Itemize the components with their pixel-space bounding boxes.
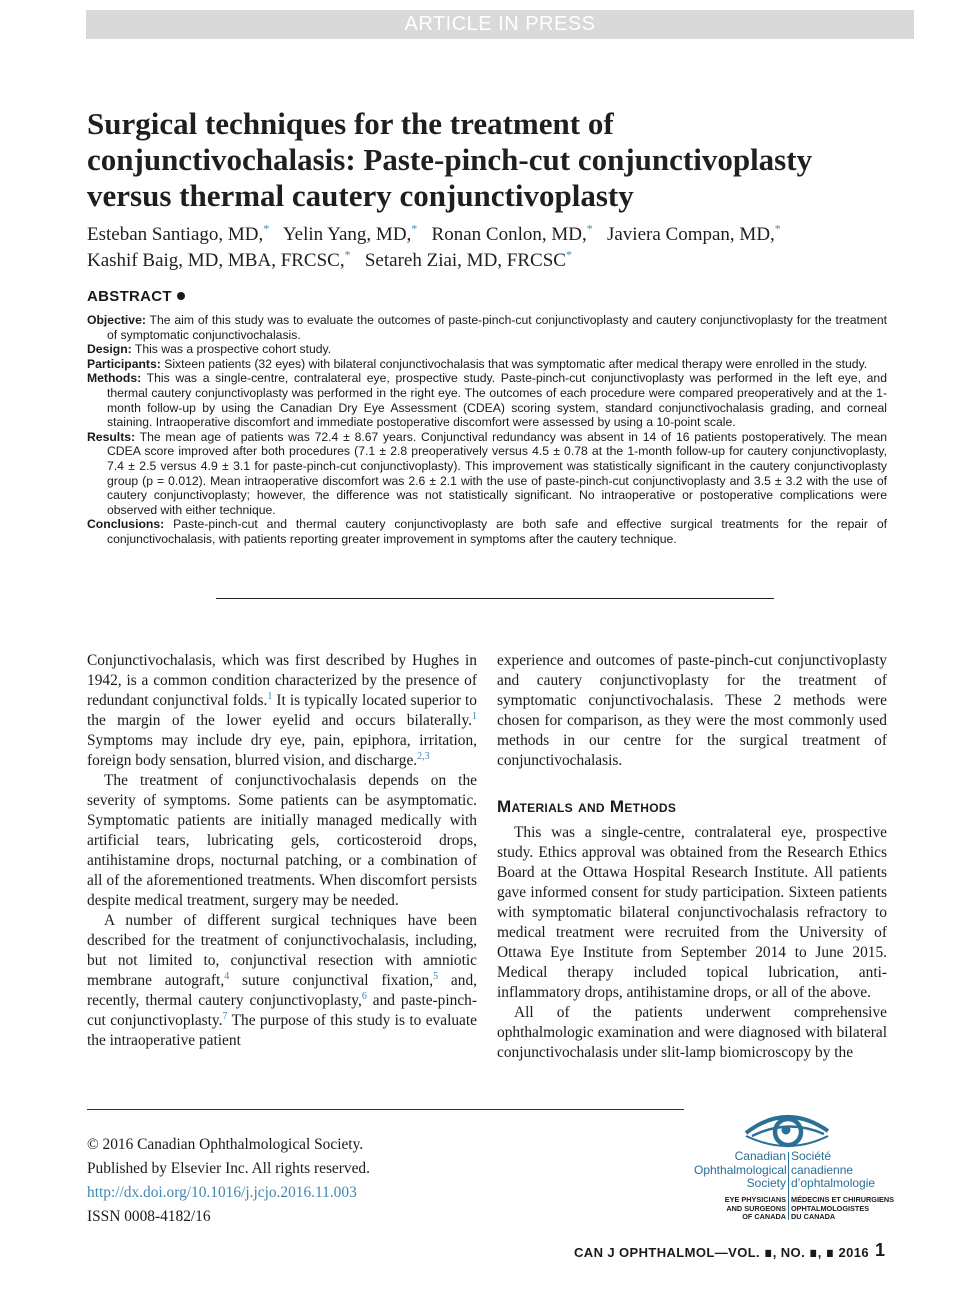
author[interactable]: Esteban Santiago, MD, xyxy=(87,224,264,245)
logo-line: Ophthalmological xyxy=(694,1162,787,1177)
citation-link[interactable]: 1 xyxy=(472,710,477,722)
publisher-line: Published by Elsevier Inc. All rights reserved. xyxy=(87,1160,370,1177)
body-paragraph: experience and outcomes of paste-pinch-cut conjunctivoplasty and cautery conjunctivoplasty for the treatment of symptomatic conjunctivochalasis. These 2 methods were chosen for comparison, as they were the most commonly used methods in our centre for the surgical treatment of conjunctivochalasis. xyxy=(497,652,887,769)
page-number: 1 xyxy=(875,1240,886,1260)
logo-french-name xyxy=(791,1150,901,1191)
body-column-right xyxy=(497,651,887,1063)
abstract-label: Objective: xyxy=(87,313,146,327)
issn-line: ISSN 0008-4182/16 xyxy=(87,1208,211,1225)
logo-line: Society xyxy=(746,1176,786,1190)
abstract-label: Participants: xyxy=(87,356,161,371)
body-text: and paste-pinch-cut conjunctivoplasty. xyxy=(87,992,477,1029)
article-title: Surgical techniques for the treatment of conjunctivochalasis: Paste-pinch-cut conjunctivoplasty versus thermal cautery conjunctivoplasty xyxy=(87,106,813,213)
abstract-heading-label: ABSTRACT xyxy=(87,288,172,305)
logo-line: AND SURGEONS xyxy=(726,1203,786,1213)
body-text: The purpose of this study is to evaluate the intraoperative patient xyxy=(87,1012,477,1049)
abstract-design xyxy=(87,342,887,357)
abstract-text: The mean age of patients was 72.4 ± 8.67 years. Conjunctival redundancy was absent in 14 of 16 patients postoperatively. The mean CDEA score improved after both procedures (7.1 ± 2.8 preoperatively versus 4.5 ± 0.78 at the 1-month follow-up for cautery conjunctivoplasty, 7.4 ± 2.5 versus 4.9 ± 3.1 for paste-pinch-cut conjunctivoplasty). This improvement was statistically significant in the cautery conjunctivoplasty group (p = 0.012). Mean intraoperative discomfort was 2.6 ± 2.1 with the use of paste-pinch-cut conjunctivoplasty and 3.5 ± 3.2 with the use of cautery conjunctivoplasty; however, the difference was not statistically significant. No intraoperative or postoperative complications were observed with either technique. xyxy=(107,429,887,517)
abstract-text: Paste-pinch-cut and thermal cautery conjunctivoplasty are both safe and effective surgical treatments for the repair of conjunctivochalasis, with patients reporting greater improvement in symptoms after the cautery technique. xyxy=(107,517,887,546)
citation-link[interactable]: 6 xyxy=(361,990,367,1002)
abstract-results xyxy=(87,430,887,518)
body-paragraph: This was a single-centre, contralateral eye, prospective study. Ethics approval was obtained from the Research Ethics Board at the Ottawa Hospital Research Institute. All patients gave informed consent for study participation. Sixteen patients with symptomatic bilateral conjunctivochalasis refractory to medical treatment were recruited from the University of Ottawa Eye Institute from September 2014 to June 2015. Medical therapy included topical lubrication, anti-inflammatory drops, antihistamine drops, or all of the above. xyxy=(497,824,887,1001)
abstract-participants xyxy=(87,357,887,372)
author-mark[interactable]: * xyxy=(586,221,593,236)
abstract-divider xyxy=(216,598,774,599)
body-paragraph: The treatment of conjunctivochalasis depends on the severity of symptoms. Some patients can be asymptomatic. Symptomatic patients are initially managed medically with artificial tears, lubricating gels, corticosteroid drops, antihistamine drops, nocturnal patching, or a combination of all of the aforementioned treatments. When discomfort persists despite medical treatment, surgery may be needed. xyxy=(87,772,477,909)
abstract-objective xyxy=(87,313,887,342)
author-mark[interactable]: * xyxy=(344,247,351,262)
logo-line: d’ophtalmologie xyxy=(791,1176,876,1190)
citation-link[interactable]: 2,3 xyxy=(417,750,430,762)
body-text: and, recently, thermal cautery conjunctivoplasty, xyxy=(87,972,477,1009)
copyright-line: © 2016 Canadian Ophthalmological Society. xyxy=(87,1136,364,1153)
body-text: Symptoms may include dry eye, pain, epiphora, irritation, foreign body sensation, blurred vision, and discharge. xyxy=(87,732,477,769)
section-heading: Materials and Methods xyxy=(497,797,677,816)
bullet-icon xyxy=(177,292,185,300)
logo-line: Société xyxy=(791,1149,832,1163)
abstract-heading xyxy=(87,288,185,305)
logo-line: Canadian xyxy=(734,1149,786,1163)
citation-link[interactable]: 5 xyxy=(433,970,439,982)
author-list xyxy=(87,222,917,274)
author[interactable]: Yelin Yang, MD, xyxy=(282,224,412,245)
abstract-text: This was a single-centre, contralateral eye, prospective study. Paste-pinch-cut conjunctivoplasty was performed in the left eye, and thermal cautery conjunctivoplasty was performed in the right eye. The outcomes of each procedure were compared preoperatively and at the 1-month follow-up by using the Canadian Dry Eye Assessment (CDEA) scoring system, standard conjunctivochalasis grading, and corneal staining. Intraoperative discomfort and immediate postoperative discomfort were assessed by using a 10-point scale. xyxy=(107,371,887,430)
abstract-methods xyxy=(87,371,887,429)
logo-line: OF CANADA xyxy=(742,1212,786,1222)
citation-link[interactable]: 4 xyxy=(224,970,230,982)
author-mark[interactable]: * xyxy=(411,221,418,236)
author-mark[interactable]: * xyxy=(565,247,572,262)
abstract-label: Design: xyxy=(87,342,132,357)
society-logo xyxy=(694,1108,900,1223)
doi-link[interactable]: http://dx.doi.org/10.1016/j.jcjo.2016.11.003 xyxy=(87,1184,357,1201)
logo-line: DU CANADA xyxy=(791,1212,836,1222)
body-text: Conjunctivochalasis, which was first described by Hughes in 1942, is a common condition characterized by the presence of redundant conjunctival folds. xyxy=(87,652,477,709)
article-in-press-banner: ARTICLE IN PRESS xyxy=(86,10,914,39)
logo-line: EYE PHYSICIANS xyxy=(724,1195,786,1204)
abstract-label: Results: xyxy=(87,429,136,444)
logo-line: canadienne xyxy=(791,1162,854,1177)
logo-divider xyxy=(788,1152,789,1220)
author[interactable]: Ronan Conlon, MD, xyxy=(431,224,587,245)
footer-info xyxy=(87,1133,370,1229)
body-text: A number of different surgical techniques have been described for the treatment of conjunctivochalasis, including, but not limited to, conjunctival resection with amniotic membrane autograft, xyxy=(87,912,477,989)
eye-icon xyxy=(700,1108,900,1153)
body-paragraph xyxy=(87,911,477,1051)
author[interactable]: Setareh Ziai, MD, FRCSC xyxy=(364,250,566,271)
abstract-label: Methods: xyxy=(87,371,142,386)
author-mark[interactable]: * xyxy=(263,221,270,236)
abstract-text: Sixteen patients (32 eyes) with bilateral conjunctivochalasis that was symptomatic after medical therapy were enrolled in the study. xyxy=(164,356,868,371)
body-paragraph xyxy=(87,651,477,771)
abstract-conclusions xyxy=(87,517,887,546)
body-paragraph: All of the patients underwent comprehensive ophthalmologic examination and were diagnosed with bilateral conjunctivochalasis under slit-lamp biomicroscopy by the xyxy=(497,1004,887,1061)
body-text: suture conjunctival fixation, xyxy=(229,972,434,989)
logo-line: MÉDECINS ET CHIRURGIENS xyxy=(791,1195,894,1204)
logo-english-name xyxy=(694,1150,786,1191)
journal-citation: CAN J OPHTHALMOL—VOL. ∎, NO. ∎, ∎ 2016 xyxy=(574,1245,869,1260)
abstract-label: Conclusions: xyxy=(87,517,165,532)
author[interactable]: Kashif Baig, MD, MBA, FRCSC, xyxy=(87,250,345,271)
body-column-left xyxy=(87,651,477,1051)
footer-divider xyxy=(87,1109,684,1110)
body-text: It is typically located superior to the margin of the lower eyelid and occurs bilaterally. xyxy=(87,692,477,729)
abstract-text: This was a prospective cohort study. xyxy=(134,342,332,357)
author[interactable]: Javiera Compan, MD, xyxy=(606,224,775,245)
citation-link[interactable]: 7 xyxy=(222,1010,228,1022)
abstract-body xyxy=(87,313,887,547)
logo-english-tagline xyxy=(704,1196,786,1222)
logo-french-tagline xyxy=(791,1196,903,1222)
author-mark[interactable]: * xyxy=(774,221,781,236)
citation-link[interactable]: 1 xyxy=(267,690,273,702)
abstract-text: The aim of this study was to evaluate the outcomes of paste-pinch-cut conjunctivoplasty and cautery conjunctivoplasty for the treatment of symptomatic conjunctivochalasis. xyxy=(107,313,887,342)
logo-line: OPHTALMOLOGISTES xyxy=(791,1203,870,1213)
